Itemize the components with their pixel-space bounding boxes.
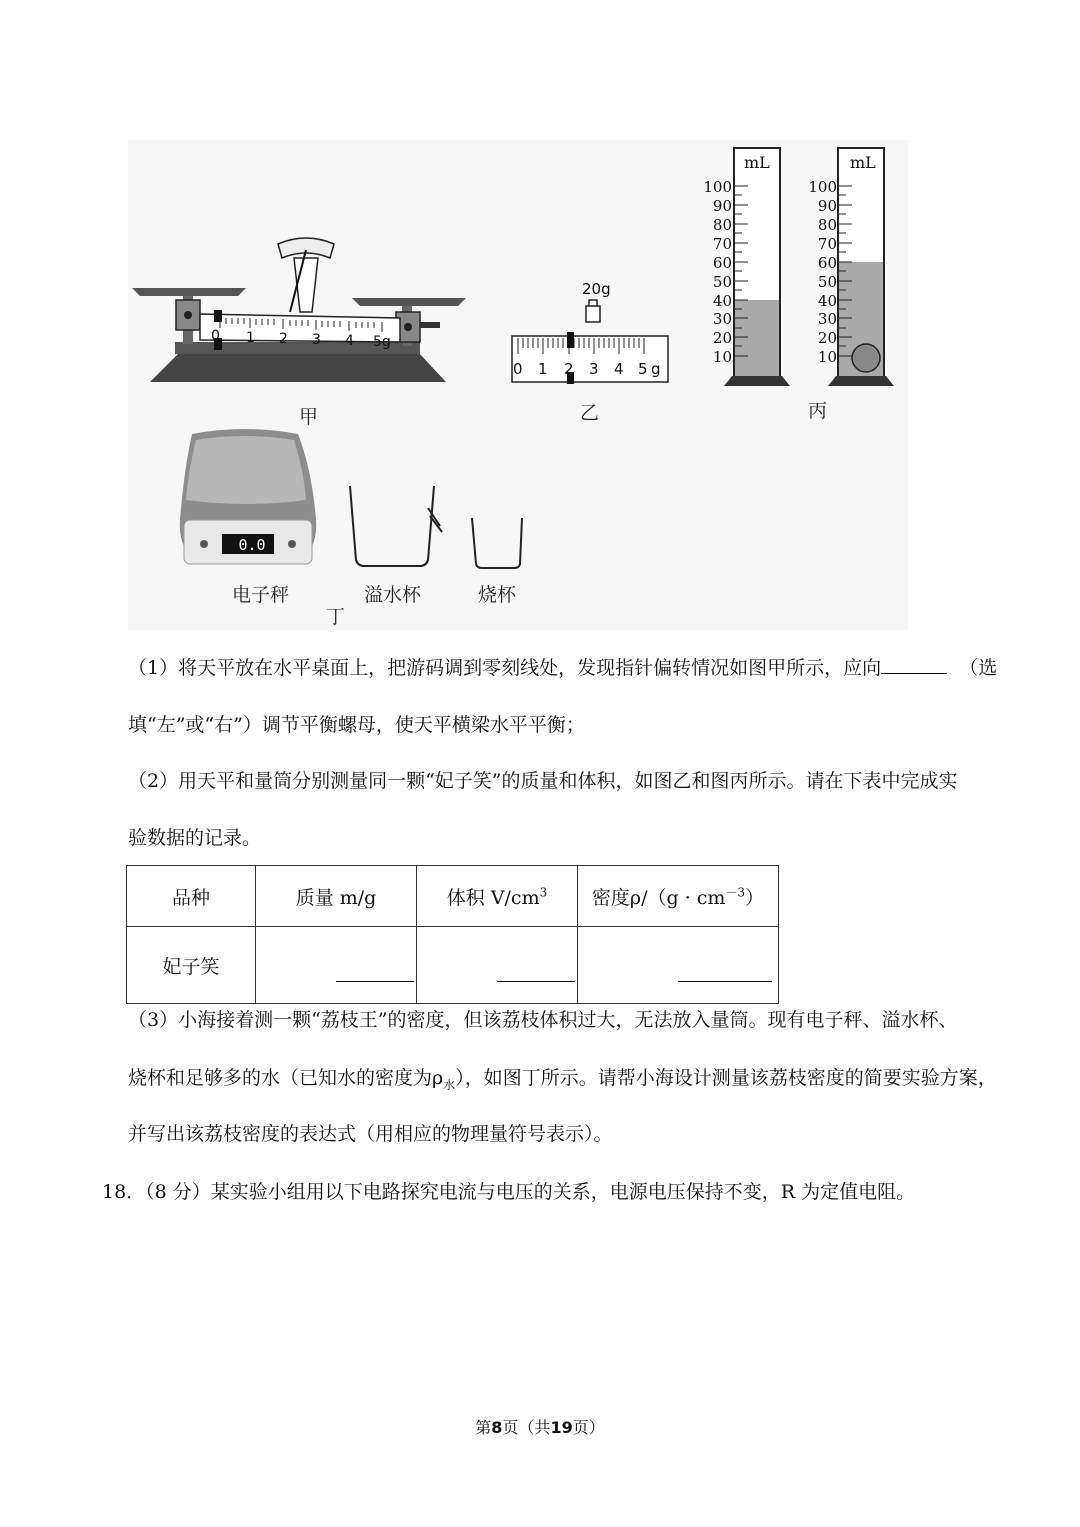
td-mass xyxy=(256,927,417,1004)
balance-num-1: 1 xyxy=(246,330,255,346)
cyl-right-tick-10: 10 xyxy=(817,348,837,366)
cyl-right-tick-50: 50 xyxy=(817,273,837,291)
q3-line2 xyxy=(128,1064,997,1099)
td-variety: 妃子笑 xyxy=(127,927,256,1004)
footer-mid: 页（共 xyxy=(502,1418,551,1437)
cyl-left-tick-60: 60 xyxy=(712,254,732,272)
cyl-right-tick-80: 80 xyxy=(817,216,837,234)
q3-line3: 并写出该荔枝密度的表达式（用相应的物理量符号表示）。 xyxy=(128,1123,613,1145)
cyl-right-tick-20: 20 xyxy=(817,329,837,347)
footer-page: 8 xyxy=(491,1418,503,1437)
caption-beaker: 烧杯 xyxy=(478,584,517,606)
q1-line1 xyxy=(128,654,997,682)
q2-line1: （2）用天平和量筒分别测量同一颗“妃子笑”的质量和体积，如图乙和图丙所示。请在下表中完成实 xyxy=(128,770,958,792)
q3-line1: （3）小海接着测一颗“荔枝王”的密度，但该荔枝体积过大，无法放入量筒。现有电子秤、溢水杯、 xyxy=(128,1009,958,1031)
cyl-right-tick-60: 60 xyxy=(817,254,837,272)
th-density-tail: ） xyxy=(745,886,765,909)
cyl-left-tick-100: 100 xyxy=(703,178,732,196)
caption-scale: 电子秤 xyxy=(232,584,290,606)
th-volume xyxy=(417,866,578,927)
cyl-right-tick-100: 100 xyxy=(808,178,837,196)
cyl-right-tick-70: 70 xyxy=(817,235,837,253)
balance-num-3: 3 xyxy=(312,332,321,348)
balance-num-0: 0 xyxy=(211,328,220,344)
cylinder-right xyxy=(828,148,894,386)
th-variety: 品种 xyxy=(127,866,256,927)
scale-display-reading: 0.0 xyxy=(238,536,266,554)
cyl-left-tick-80: 80 xyxy=(712,216,732,234)
th-density-sup: －3 xyxy=(725,885,746,900)
cyl-left-tick-10: 10 xyxy=(712,348,732,366)
table-row xyxy=(127,927,779,1004)
electronic-scale xyxy=(180,429,316,564)
footer-post: 页） xyxy=(572,1418,605,1437)
cyl-left-tick-90: 90 xyxy=(712,197,732,215)
cyl-left-tick-30: 30 xyxy=(712,310,732,328)
footer-pre: 第 xyxy=(475,1418,492,1437)
cyl-left-tick-70: 70 xyxy=(712,235,732,253)
td-volume xyxy=(417,927,578,1004)
q3-line2a: 烧杯和足够多的水（已知水的密度为ρ xyxy=(128,1067,444,1089)
th-density xyxy=(578,866,779,927)
q1-line1-text: （1）将天平放在水平桌面上，把游码调到零刻线处，发现指针偏转情况如图甲所示，应向 xyxy=(128,657,882,679)
balance-num-4: 4 xyxy=(345,333,354,349)
cyl-left-tick-40: 40 xyxy=(712,292,732,310)
footer-total: 19 xyxy=(550,1418,573,1437)
th-volume-text: 体积 V/cm xyxy=(446,886,540,909)
caption-bing: 丙 xyxy=(808,400,828,422)
data-table xyxy=(126,865,779,1004)
balance-num-2: 2 xyxy=(279,331,288,347)
cylinder-left-unit: mL xyxy=(744,153,770,172)
cyl-left-tick-20: 20 xyxy=(712,329,732,347)
balance-num-5g: 5g xyxy=(373,334,391,350)
q18-text: 18．（8 分）某实验小组用以下电路探究电流与电压的关系，电源电压保持不变，R 为定值电阻。 xyxy=(102,1181,916,1203)
experiment-figure xyxy=(0,0,1080,640)
th-mass: 质量 m/g xyxy=(256,866,417,927)
q1-line2: 填“左”或“右”）调节平衡螺母，使天平横梁水平平衡； xyxy=(128,714,585,736)
rider-num-0: 0 xyxy=(513,360,523,378)
td-density xyxy=(578,927,779,1004)
cylinder-right-unit: mL xyxy=(850,153,876,172)
caption-yi: 乙 xyxy=(580,402,600,424)
cyl-right-tick-90: 90 xyxy=(817,197,837,215)
caption-jia: 甲 xyxy=(299,406,319,428)
q2-line2: 验数据的记录。 xyxy=(128,827,262,849)
caption-ding: 丁 xyxy=(326,606,346,628)
q3-line2b: ），如图丁所示。请帮小海设计测量该荔枝密度的简要实验方案， xyxy=(455,1067,997,1089)
cyl-right-tick-40: 40 xyxy=(817,292,837,310)
caption-overflow-cup: 溢水杯 xyxy=(364,584,422,606)
th-density-text: 密度ρ/（g · cm xyxy=(591,886,726,909)
weight-label: 20g xyxy=(582,280,611,298)
volume-blank[interactable] xyxy=(497,963,575,982)
q1-line1-tail: （选 xyxy=(959,657,998,679)
q1-answer-blank[interactable] xyxy=(881,655,947,674)
cylinder-left xyxy=(724,148,790,386)
cyl-right-tick-30: 30 xyxy=(817,310,837,328)
density-blank[interactable] xyxy=(678,963,772,982)
rider-num-3: 3 xyxy=(589,360,599,378)
mass-blank[interactable] xyxy=(336,963,414,982)
page-footer xyxy=(0,1415,1080,1438)
th-volume-sup: 3 xyxy=(539,885,548,900)
rider-num-4: 4 xyxy=(614,360,624,378)
q3-line2-sub: 水 xyxy=(443,1077,456,1092)
rider-num-1: 1 xyxy=(538,360,548,378)
rider-num-g: g xyxy=(651,360,661,378)
cyl-left-tick-50: 50 xyxy=(712,273,732,291)
rider-num-5: 5 xyxy=(638,360,648,378)
table-header-row xyxy=(127,866,779,927)
rider-num-2: 2 xyxy=(564,360,574,378)
